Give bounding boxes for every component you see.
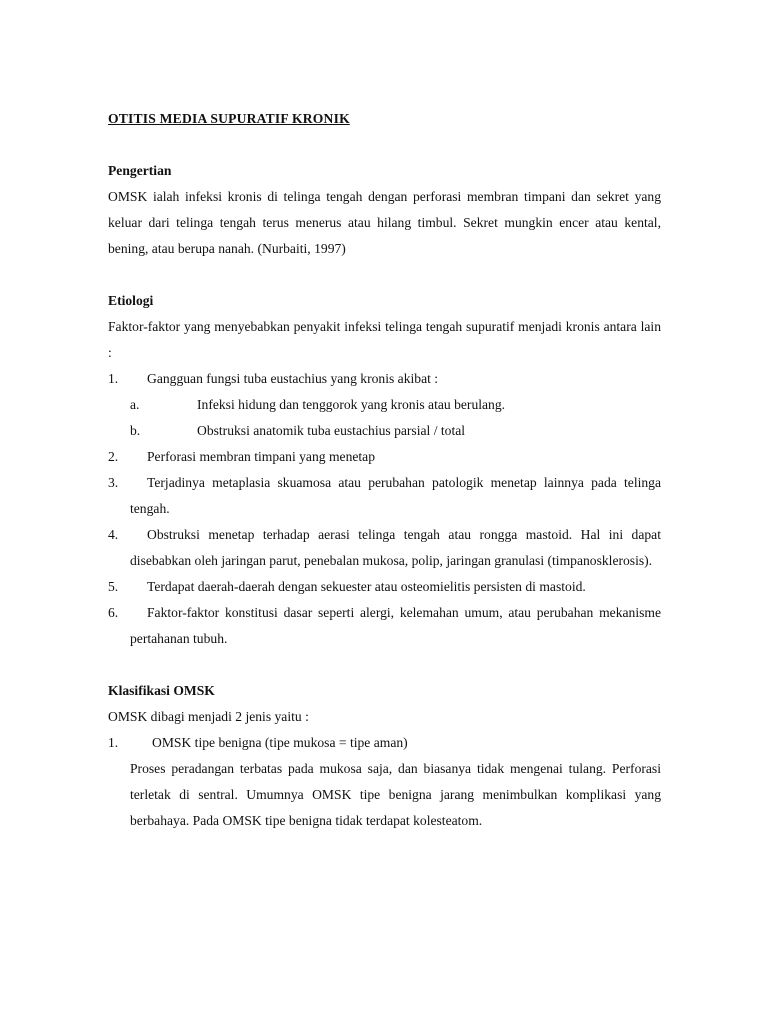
list-item-text: Terdapat daerah-daerah dengan sekuester atau osteomielitis persisten di mastoid.	[147, 579, 586, 594]
sub-list-item-letter: a.	[130, 397, 140, 412]
list-item-number: 1.	[108, 371, 119, 386]
list-item-text: OMSK tipe benigna (tipe mukosa = tipe aman)	[152, 735, 408, 750]
list-item	[108, 470, 661, 522]
pengertian-paragraph: OMSK ialah infeksi kronis di telinga tengah dengan perforasi membran timpani dan sekret yang keluar dari telinga tengah terus menerus atau hilang timbul. Sekret mungkin encer atau kental, bening, atau berupa nanah. (Nurbaiti, 1997)	[108, 189, 661, 256]
sub-list-item-letter: b.	[130, 423, 141, 438]
section-heading-etiologi: Etiologi	[108, 293, 154, 308]
list-item	[108, 522, 661, 574]
list-item-number: 6.	[108, 605, 119, 620]
document-page	[108, 106, 661, 834]
list-item	[108, 444, 661, 470]
sub-list-item-text: Infeksi hidung dan tenggorok yang kronis atau berulang.	[197, 397, 506, 412]
list-item-number: 5.	[108, 579, 119, 594]
sub-list-item	[108, 392, 661, 418]
list-item-text: Terjadinya metaplasia skuamosa atau perubahan patologik menetap lainnya pada telinga tengah.	[130, 475, 661, 516]
document-title: OTITIS MEDIA SUPURATIF KRONIK	[108, 111, 350, 126]
list-item-number: 3.	[108, 475, 119, 490]
section-heading-pengertian: Pengertian	[108, 163, 172, 178]
section-heading-klasifikasi: Klasifikasi OMSK	[108, 683, 215, 698]
klasifikasi-intro: OMSK dibagi menjadi 2 jenis yaitu :	[108, 709, 309, 724]
klasifikasi-benigna-paragraph: Proses peradangan terbatas pada mukosa saja, dan biasanya tidak mengenai tulang. Perforasi terletak di sentral. Umumnya OMSK tipe benigna jarang menimbulkan komplikasi yang berbahaya. Pada OMSK tipe benigna tidak terdapat kolesteatom.	[130, 761, 661, 828]
list-item	[108, 600, 661, 652]
list-item-number: 4.	[108, 527, 119, 542]
list-item	[108, 574, 661, 600]
sub-list-item-text: Obstruksi anatomik tuba eustachius parsial / total	[197, 423, 466, 438]
list-item-text: Perforasi membran timpani yang menetap	[147, 449, 376, 464]
list-item-text: Gangguan fungsi tuba eustachius yang kronis akibat :	[147, 371, 439, 386]
list-item	[108, 730, 661, 756]
list-item-text: Obstruksi menetap terhadap aerasi telinga tengah atau rongga mastoid. Hal ini dapat disebabkan oleh jaringan parut, penebalan mukosa, polip, jaringan granulasi (timpanosklerosis).	[130, 527, 661, 568]
list-item-text: Faktor-faktor konstitusi dasar seperti alergi, kelemahan umum, atau perubahan mekanisme pertahanan tubuh.	[130, 605, 661, 646]
list-item-number: 2.	[108, 449, 119, 464]
sub-list-item	[108, 418, 661, 444]
list-item-number: 1.	[108, 735, 119, 750]
list-item	[108, 366, 661, 392]
etiologi-intro: Faktor-faktor yang menyebabkan penyakit infeksi telinga tengah supuratif menjadi kronis antara lain :	[108, 319, 661, 360]
